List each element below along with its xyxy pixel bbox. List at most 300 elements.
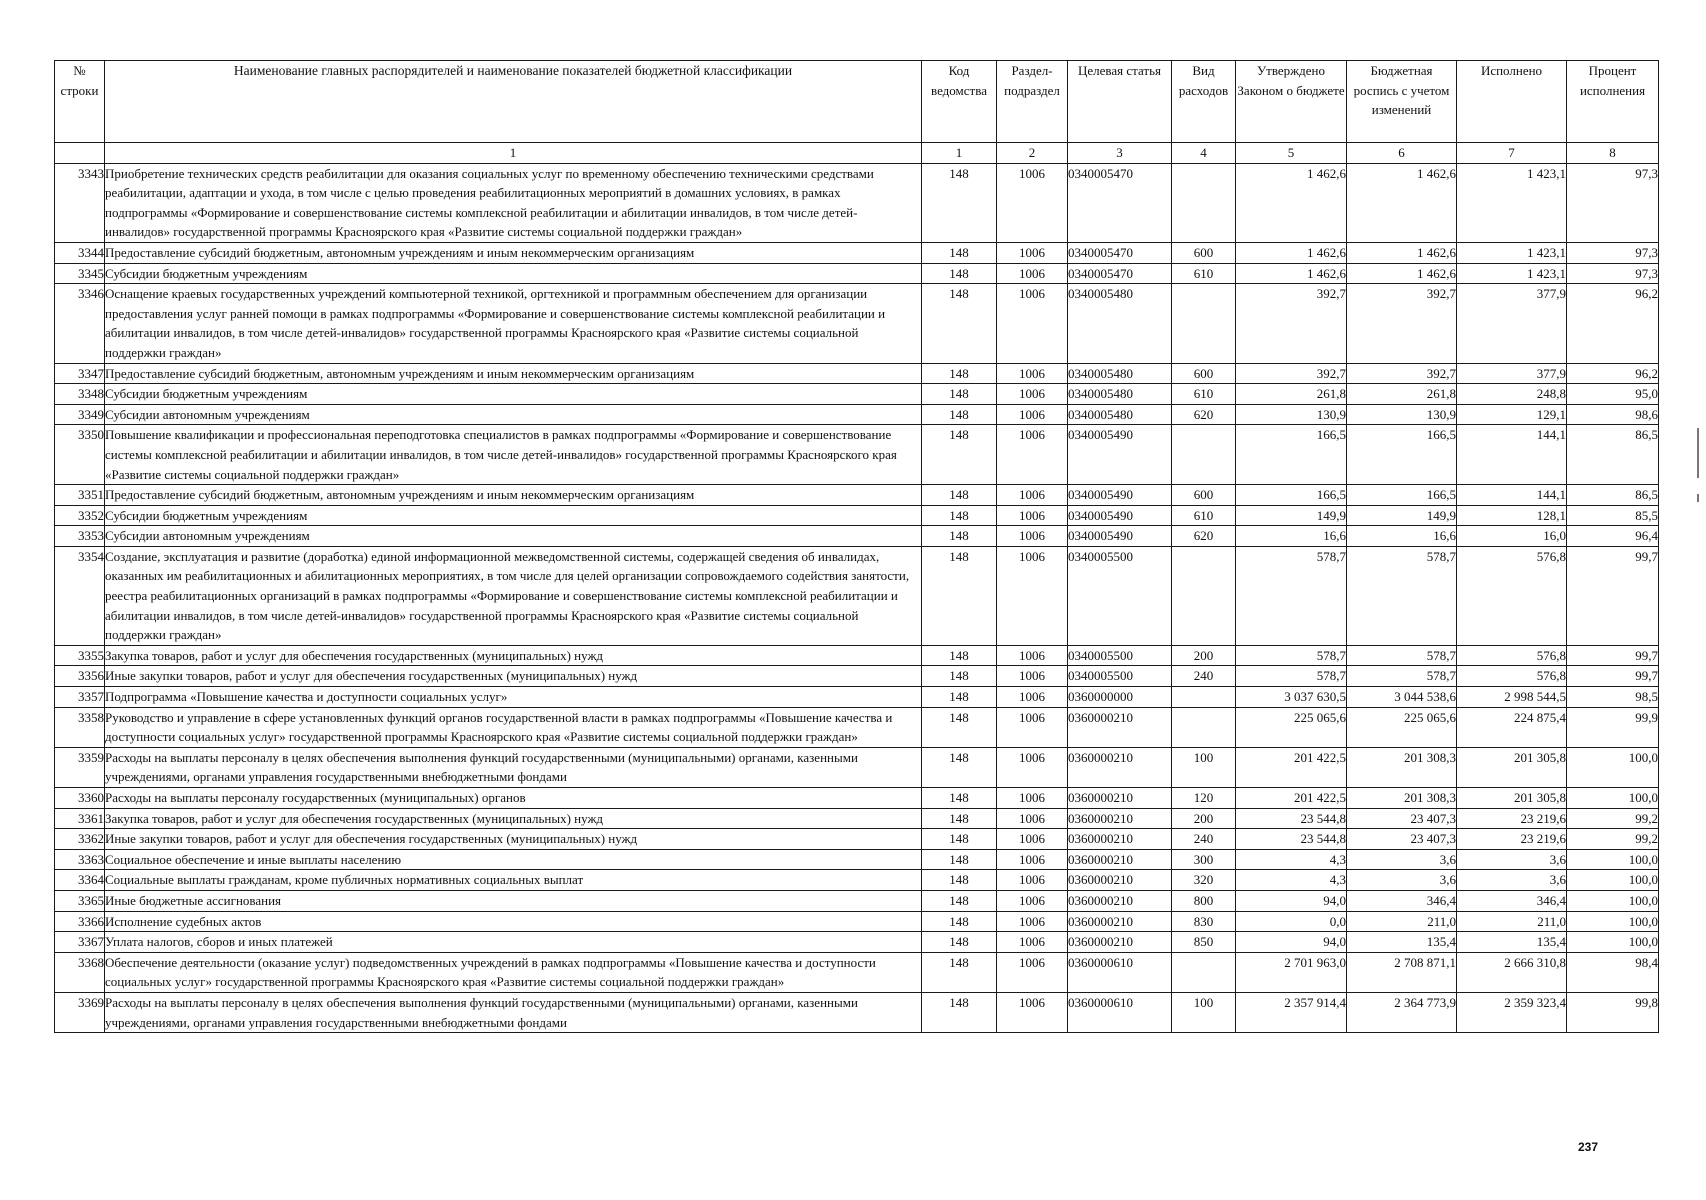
cell-kind: 620 — [1172, 404, 1236, 425]
scan-edge-mark — [1697, 494, 1699, 502]
cell-section: 1006 — [997, 890, 1068, 911]
cell-section: 1006 — [997, 952, 1068, 992]
header-budget: Бюджетная роспись с учетом изменений — [1347, 61, 1457, 143]
row-name: Расходы на выплаты персоналу государственных (муниципальных) органов — [105, 788, 922, 809]
cell-section: 1006 — [997, 546, 1068, 645]
cell-kind: 850 — [1172, 932, 1236, 953]
cell-section: 1006 — [997, 485, 1068, 506]
cell-percent: 100,0 — [1567, 870, 1659, 891]
cell-target: 0360000210 — [1068, 849, 1172, 870]
cell-kind — [1172, 952, 1236, 992]
cell-target: 0360000210 — [1068, 890, 1172, 911]
cell-budget: 225 065,6 — [1347, 707, 1457, 747]
row-name: Закупка товаров, работ и услуг для обеспечения государственных (муниципальных) нужд — [105, 808, 922, 829]
cell-executed: 2 666 310,8 — [1457, 952, 1567, 992]
cell-section: 1006 — [997, 687, 1068, 708]
cell-executed: 135,4 — [1457, 932, 1567, 953]
cell-budget: 3,6 — [1347, 870, 1457, 891]
cell-budget: 201 308,3 — [1347, 788, 1457, 809]
cell-code: 148 — [922, 485, 997, 506]
cell-budget: 149,9 — [1347, 505, 1457, 526]
cell-kind: 240 — [1172, 666, 1236, 687]
cell-percent: 100,0 — [1567, 788, 1659, 809]
table-row — [55, 870, 1659, 891]
row-number: 3357 — [55, 687, 105, 708]
cell-percent: 100,0 — [1567, 747, 1659, 787]
col-number: 4 — [1172, 143, 1236, 164]
row-number: 3361 — [55, 808, 105, 829]
cell-section: 1006 — [997, 163, 1068, 242]
row-number: 3364 — [55, 870, 105, 891]
cell-executed: 23 219,6 — [1457, 808, 1567, 829]
page-number: 237 — [1578, 1140, 1599, 1154]
row-name: Предоставление субсидий бюджетным, автономным учреждениям и иным некоммерческим организациям — [105, 485, 922, 506]
cell-budget: 166,5 — [1347, 425, 1457, 485]
cell-kind: 610 — [1172, 384, 1236, 405]
cell-percent: 85,5 — [1567, 505, 1659, 526]
cell-code: 148 — [922, 526, 997, 547]
cell-target: 0360000210 — [1068, 707, 1172, 747]
cell-code: 148 — [922, 505, 997, 526]
cell-target: 0340005470 — [1068, 263, 1172, 284]
table-row — [55, 242, 1659, 263]
cell-approved: 261,8 — [1236, 384, 1347, 405]
cell-section: 1006 — [997, 992, 1068, 1032]
cell-budget: 346,4 — [1347, 890, 1457, 911]
cell-kind — [1172, 425, 1236, 485]
row-number: 3354 — [55, 546, 105, 645]
cell-section: 1006 — [997, 242, 1068, 263]
cell-kind — [1172, 687, 1236, 708]
cell-executed: 129,1 — [1457, 404, 1567, 425]
cell-code: 148 — [922, 870, 997, 891]
cell-code: 148 — [922, 687, 997, 708]
row-name: Исполнение судебных актов — [105, 911, 922, 932]
cell-target: 0340005480 — [1068, 404, 1172, 425]
cell-section: 1006 — [997, 363, 1068, 384]
col-number — [55, 143, 105, 164]
row-number: 3350 — [55, 425, 105, 485]
cell-code: 148 — [922, 808, 997, 829]
table-row — [55, 263, 1659, 284]
table-row — [55, 952, 1659, 992]
cell-section: 1006 — [997, 384, 1068, 405]
row-name: Субсидии бюджетным учреждениям — [105, 384, 922, 405]
cell-code: 148 — [922, 263, 997, 284]
cell-approved: 201 422,5 — [1236, 788, 1347, 809]
cell-target: 0340005500 — [1068, 645, 1172, 666]
cell-target: 0340005490 — [1068, 526, 1172, 547]
cell-percent: 96,4 — [1567, 526, 1659, 547]
table-row — [55, 808, 1659, 829]
cell-executed: 1 423,1 — [1457, 263, 1567, 284]
cell-approved: 3 037 630,5 — [1236, 687, 1347, 708]
row-number: 3358 — [55, 707, 105, 747]
cell-approved: 16,6 — [1236, 526, 1347, 547]
cell-approved: 166,5 — [1236, 485, 1347, 506]
cell-approved: 4,3 — [1236, 870, 1347, 891]
cell-code: 148 — [922, 747, 997, 787]
cell-percent: 95,0 — [1567, 384, 1659, 405]
cell-target: 0340005470 — [1068, 163, 1172, 242]
table-row — [55, 284, 1659, 363]
row-number: 3352 — [55, 505, 105, 526]
cell-approved: 2 357 914,4 — [1236, 992, 1347, 1032]
cell-percent: 99,9 — [1567, 707, 1659, 747]
cell-kind: 100 — [1172, 992, 1236, 1032]
row-name: Оснащение краевых государственных учреждений компьютерной техникой, оргтехникой и программным обеспечением для организации предоставления услуг ранней помощи в рамках подпрограммы «Формирование и совершенствование системы комплексной реабилитации и абилитации инвалидов, в том числе детей-инвалидов» государственной программы Красноярского края «Развитие системы социальной поддержки граждан» — [105, 284, 922, 363]
cell-section: 1006 — [997, 849, 1068, 870]
cell-code: 148 — [922, 404, 997, 425]
cell-section: 1006 — [997, 788, 1068, 809]
row-number: 3360 — [55, 788, 105, 809]
cell-target: 0340005490 — [1068, 485, 1172, 506]
cell-executed: 144,1 — [1457, 485, 1567, 506]
table-row — [55, 687, 1659, 708]
cell-percent: 99,7 — [1567, 666, 1659, 687]
cell-approved: 0,0 — [1236, 911, 1347, 932]
cell-budget: 2 708 871,1 — [1347, 952, 1457, 992]
cell-approved: 149,9 — [1236, 505, 1347, 526]
cell-percent: 100,0 — [1567, 890, 1659, 911]
col-number: 3 — [1068, 143, 1172, 164]
cell-kind: 620 — [1172, 526, 1236, 547]
cell-code: 148 — [922, 242, 997, 263]
row-name: Повышение квалификации и профессиональная переподготовка специалистов в рамках подпрограммы «Формирование и совершенствование системы комплексной реабилитации и абилитации инвалидов, в том числе детей-инвалидов» государственной программы Красноярского края «Развитие системы социальной поддержки граждан» — [105, 425, 922, 485]
cell-percent: 97,3 — [1567, 263, 1659, 284]
cell-section: 1006 — [997, 707, 1068, 747]
header-name: Наименование главных распорядителей и наименование показателей бюджетной классификации — [105, 61, 922, 143]
row-number: 3346 — [55, 284, 105, 363]
row-number: 3367 — [55, 932, 105, 953]
table-row — [55, 992, 1659, 1032]
cell-budget: 578,7 — [1347, 546, 1457, 645]
cell-section: 1006 — [997, 505, 1068, 526]
cell-kind: 610 — [1172, 505, 1236, 526]
col-number: 1 — [922, 143, 997, 164]
cell-code: 148 — [922, 284, 997, 363]
header-row — [55, 61, 1659, 143]
row-number: 3344 — [55, 242, 105, 263]
cell-section: 1006 — [997, 666, 1068, 687]
cell-budget: 1 462,6 — [1347, 263, 1457, 284]
scan-edge-mark — [1697, 428, 1699, 478]
cell-percent: 98,6 — [1567, 404, 1659, 425]
row-name: Расходы на выплаты персоналу в целях обеспечения выполнения функций государственными (муниципальными) органами, казенными учреждениями, органами управления государственными внебюджетными фондами — [105, 747, 922, 787]
budget-table-container — [54, 60, 1659, 1033]
row-number: 3362 — [55, 829, 105, 850]
cell-executed: 224 875,4 — [1457, 707, 1567, 747]
cell-approved: 94,0 — [1236, 932, 1347, 953]
cell-section: 1006 — [997, 263, 1068, 284]
row-name: Обеспечение деятельности (оказание услуг) подведомственных учреждений в рамках подпрограммы «Повышение качества и доступности социальных услуг» государственной программы Красноярского края «Развитие системы социальной поддержки граждан» — [105, 952, 922, 992]
table-row — [55, 363, 1659, 384]
cell-kind: 800 — [1172, 890, 1236, 911]
header-kind: Вид расходов — [1172, 61, 1236, 143]
cell-kind: 600 — [1172, 485, 1236, 506]
cell-code: 148 — [922, 890, 997, 911]
cell-budget: 1 462,6 — [1347, 242, 1457, 263]
table-row — [55, 485, 1659, 506]
cell-code: 148 — [922, 992, 997, 1032]
cell-executed: 3,6 — [1457, 849, 1567, 870]
cell-kind: 240 — [1172, 829, 1236, 850]
cell-approved: 225 065,6 — [1236, 707, 1347, 747]
col-number: 5 — [1236, 143, 1347, 164]
cell-executed: 128,1 — [1457, 505, 1567, 526]
cell-target: 0360000210 — [1068, 870, 1172, 891]
cell-budget: 201 308,3 — [1347, 747, 1457, 787]
cell-kind: 320 — [1172, 870, 1236, 891]
cell-kind: 300 — [1172, 849, 1236, 870]
cell-budget: 166,5 — [1347, 485, 1457, 506]
row-number: 3343 — [55, 163, 105, 242]
table-row — [55, 645, 1659, 666]
cell-target: 0360000210 — [1068, 808, 1172, 829]
cell-percent: 100,0 — [1567, 932, 1659, 953]
cell-code: 148 — [922, 952, 997, 992]
cell-kind — [1172, 163, 1236, 242]
cell-target: 0360000000 — [1068, 687, 1172, 708]
table-row — [55, 404, 1659, 425]
cell-code: 148 — [922, 911, 997, 932]
cell-approved: 23 544,8 — [1236, 808, 1347, 829]
cell-executed: 16,0 — [1457, 526, 1567, 547]
cell-percent: 97,3 — [1567, 242, 1659, 263]
cell-executed: 144,1 — [1457, 425, 1567, 485]
row-number: 3349 — [55, 404, 105, 425]
cell-target: 0340005500 — [1068, 666, 1172, 687]
cell-budget: 578,7 — [1347, 666, 1457, 687]
column-number-row — [55, 143, 1659, 164]
cell-target: 0360000210 — [1068, 829, 1172, 850]
cell-percent: 99,2 — [1567, 808, 1659, 829]
header-code: Код ведомства — [922, 61, 997, 143]
row-name: Социальное обеспечение и иные выплаты населению — [105, 849, 922, 870]
table-row — [55, 911, 1659, 932]
cell-percent: 86,5 — [1567, 425, 1659, 485]
cell-approved: 130,9 — [1236, 404, 1347, 425]
row-name: Руководство и управление в сфере установленных функций органов государственной власти в рамках подпрограммы «Повышение качества и доступности социальных услуг» государственной программы Красноярского края «Развитие системы социальной поддержки граждан» — [105, 707, 922, 747]
cell-approved: 578,7 — [1236, 645, 1347, 666]
table-row — [55, 526, 1659, 547]
row-number: 3365 — [55, 890, 105, 911]
cell-code: 148 — [922, 788, 997, 809]
cell-approved: 1 462,6 — [1236, 163, 1347, 242]
cell-percent: 98,4 — [1567, 952, 1659, 992]
cell-code: 148 — [922, 163, 997, 242]
row-number: 3347 — [55, 363, 105, 384]
col-number: 1 — [105, 143, 922, 164]
col-number: 6 — [1347, 143, 1457, 164]
cell-executed: 377,9 — [1457, 284, 1567, 363]
cell-percent: 99,8 — [1567, 992, 1659, 1032]
cell-budget: 23 407,3 — [1347, 829, 1457, 850]
row-name: Социальные выплаты гражданам, кроме публичных нормативных социальных выплат — [105, 870, 922, 891]
row-name: Субсидии автономным учреждениям — [105, 404, 922, 425]
cell-budget: 16,6 — [1347, 526, 1457, 547]
cell-percent: 100,0 — [1567, 911, 1659, 932]
cell-kind: 600 — [1172, 242, 1236, 263]
cell-kind: 100 — [1172, 747, 1236, 787]
row-name: Иные закупки товаров, работ и услуг для обеспечения государственных (муниципальных) нужд — [105, 666, 922, 687]
cell-percent: 97,3 — [1567, 163, 1659, 242]
cell-section: 1006 — [997, 404, 1068, 425]
cell-budget: 3 044 538,6 — [1347, 687, 1457, 708]
cell-executed: 2 998 544,5 — [1457, 687, 1567, 708]
cell-target: 0340005490 — [1068, 505, 1172, 526]
cell-percent: 98,5 — [1567, 687, 1659, 708]
cell-section: 1006 — [997, 526, 1068, 547]
cell-executed: 201 305,8 — [1457, 788, 1567, 809]
cell-executed: 23 219,6 — [1457, 829, 1567, 850]
cell-code: 148 — [922, 707, 997, 747]
row-name: Иные закупки товаров, работ и услуг для обеспечения государственных (муниципальных) нужд — [105, 829, 922, 850]
table-row — [55, 747, 1659, 787]
row-name: Субсидии бюджетным учреждениям — [105, 263, 922, 284]
row-name: Уплата налогов, сборов и иных платежей — [105, 932, 922, 953]
cell-executed: 2 359 323,4 — [1457, 992, 1567, 1032]
cell-target: 0360000210 — [1068, 747, 1172, 787]
cell-target: 0360000210 — [1068, 932, 1172, 953]
cell-kind: 830 — [1172, 911, 1236, 932]
cell-code: 148 — [922, 645, 997, 666]
header-percent: Процент исполнения — [1567, 61, 1659, 143]
cell-target: 0360000610 — [1068, 992, 1172, 1032]
row-number: 3369 — [55, 992, 105, 1032]
table-row — [55, 829, 1659, 850]
row-number: 3348 — [55, 384, 105, 405]
cell-budget: 130,9 — [1347, 404, 1457, 425]
cell-budget: 2 364 773,9 — [1347, 992, 1457, 1032]
row-number: 3363 — [55, 849, 105, 870]
row-name: Закупка товаров, работ и услуг для обеспечения государственных (муниципальных) нужд — [105, 645, 922, 666]
cell-approved: 166,5 — [1236, 425, 1347, 485]
cell-section: 1006 — [997, 911, 1068, 932]
cell-code: 148 — [922, 363, 997, 384]
row-number: 3345 — [55, 263, 105, 284]
cell-budget: 135,4 — [1347, 932, 1457, 953]
row-number: 3359 — [55, 747, 105, 787]
cell-target: 0360000210 — [1068, 911, 1172, 932]
cell-code: 148 — [922, 829, 997, 850]
table-row — [55, 707, 1659, 747]
cell-percent: 96,2 — [1567, 284, 1659, 363]
cell-executed: 377,9 — [1457, 363, 1567, 384]
cell-target: 0360000210 — [1068, 788, 1172, 809]
cell-executed: 576,8 — [1457, 546, 1567, 645]
table-body — [55, 163, 1659, 1033]
cell-target: 0340005480 — [1068, 284, 1172, 363]
row-name: Субсидии автономным учреждениям — [105, 526, 922, 547]
header-row-no: № строки — [55, 61, 105, 143]
cell-kind — [1172, 707, 1236, 747]
cell-approved: 201 422,5 — [1236, 747, 1347, 787]
cell-code: 148 — [922, 849, 997, 870]
cell-executed: 576,8 — [1457, 666, 1567, 687]
cell-target: 0340005480 — [1068, 363, 1172, 384]
cell-budget: 578,7 — [1347, 645, 1457, 666]
cell-kind: 610 — [1172, 263, 1236, 284]
row-number: 3356 — [55, 666, 105, 687]
cell-approved: 1 462,6 — [1236, 242, 1347, 263]
table-row — [55, 849, 1659, 870]
row-name: Субсидии бюджетным учреждениям — [105, 505, 922, 526]
cell-approved: 94,0 — [1236, 890, 1347, 911]
row-name: Расходы на выплаты персоналу в целях обеспечения выполнения функций государственными (муниципальными) органами, казенными учреждениями, органами управления государственными внебюджетными фондами — [105, 992, 922, 1032]
cell-section: 1006 — [997, 284, 1068, 363]
cell-budget: 211,0 — [1347, 911, 1457, 932]
cell-section: 1006 — [997, 425, 1068, 485]
header-executed: Исполнено — [1457, 61, 1567, 143]
cell-percent: 96,2 — [1567, 363, 1659, 384]
table-row — [55, 425, 1659, 485]
cell-budget: 23 407,3 — [1347, 808, 1457, 829]
cell-approved: 578,7 — [1236, 666, 1347, 687]
col-number: 8 — [1567, 143, 1659, 164]
cell-budget: 1 462,6 — [1347, 163, 1457, 242]
col-number: 2 — [997, 143, 1068, 164]
budget-table — [54, 60, 1659, 1033]
cell-target: 0360000610 — [1068, 952, 1172, 992]
cell-code: 148 — [922, 932, 997, 953]
cell-executed: 1 423,1 — [1457, 163, 1567, 242]
cell-executed: 346,4 — [1457, 890, 1567, 911]
cell-kind — [1172, 284, 1236, 363]
cell-executed: 576,8 — [1457, 645, 1567, 666]
cell-kind: 600 — [1172, 363, 1236, 384]
cell-percent: 99,7 — [1567, 645, 1659, 666]
row-name: Предоставление субсидий бюджетным, автономным учреждениям и иным некоммерческим организациям — [105, 242, 922, 263]
cell-approved: 392,7 — [1236, 363, 1347, 384]
cell-budget: 392,7 — [1347, 363, 1457, 384]
cell-kind — [1172, 546, 1236, 645]
cell-percent: 99,7 — [1567, 546, 1659, 645]
table-row — [55, 666, 1659, 687]
row-number: 3368 — [55, 952, 105, 992]
cell-approved: 1 462,6 — [1236, 263, 1347, 284]
cell-section: 1006 — [997, 829, 1068, 850]
cell-executed: 248,8 — [1457, 384, 1567, 405]
cell-code: 148 — [922, 666, 997, 687]
cell-target: 0340005490 — [1068, 425, 1172, 485]
cell-section: 1006 — [997, 747, 1068, 787]
cell-section: 1006 — [997, 645, 1068, 666]
cell-code: 148 — [922, 546, 997, 645]
header-target: Целевая статья — [1068, 61, 1172, 143]
cell-executed: 201 305,8 — [1457, 747, 1567, 787]
cell-budget: 392,7 — [1347, 284, 1457, 363]
cell-budget: 3,6 — [1347, 849, 1457, 870]
cell-executed: 3,6 — [1457, 870, 1567, 891]
cell-section: 1006 — [997, 870, 1068, 891]
table-row — [55, 163, 1659, 242]
cell-target: 0340005500 — [1068, 546, 1172, 645]
cell-target: 0340005470 — [1068, 242, 1172, 263]
row-name: Создание, эксплуатация и развитие (доработка) единой информационной межведомственной системы, содержащей сведения об инвалидах, оказанных им реабилитационных и абилитационных мероприятиях, в том числе для целей организации сопровождаемого содействия занятости, реестра реабилитационных организаций в рамках подпрограммы «Формирование и совершенствование системы комплексной реабилитации и абилитации инвалидов, в том числе детей-инвалидов» государственной программы Красноярского края «Развитие системы социальной поддержки граждан» — [105, 546, 922, 645]
row-number: 3355 — [55, 645, 105, 666]
table-row — [55, 890, 1659, 911]
table-row — [55, 384, 1659, 405]
cell-approved: 392,7 — [1236, 284, 1347, 363]
row-number: 3351 — [55, 485, 105, 506]
col-number: 7 — [1457, 143, 1567, 164]
cell-approved: 2 701 963,0 — [1236, 952, 1347, 992]
cell-kind: 200 — [1172, 808, 1236, 829]
cell-executed: 1 423,1 — [1457, 242, 1567, 263]
table-row — [55, 932, 1659, 953]
row-name: Приобретение технических средств реабилитации для оказания социальных услуг по временному обеспечению техническими средствами реабилитации, адаптации и ухода, в том числе с целью проведения реабилитационных мероприятий в домашних условиях, в рамках подпрограммы «Формирование и совершенствование системы комплексной реабилитации и абилитации инвалидов, в том числе детей-инвалидов» государственной программы Красноярского края «Развитие системы социальной поддержки граждан» — [105, 163, 922, 242]
